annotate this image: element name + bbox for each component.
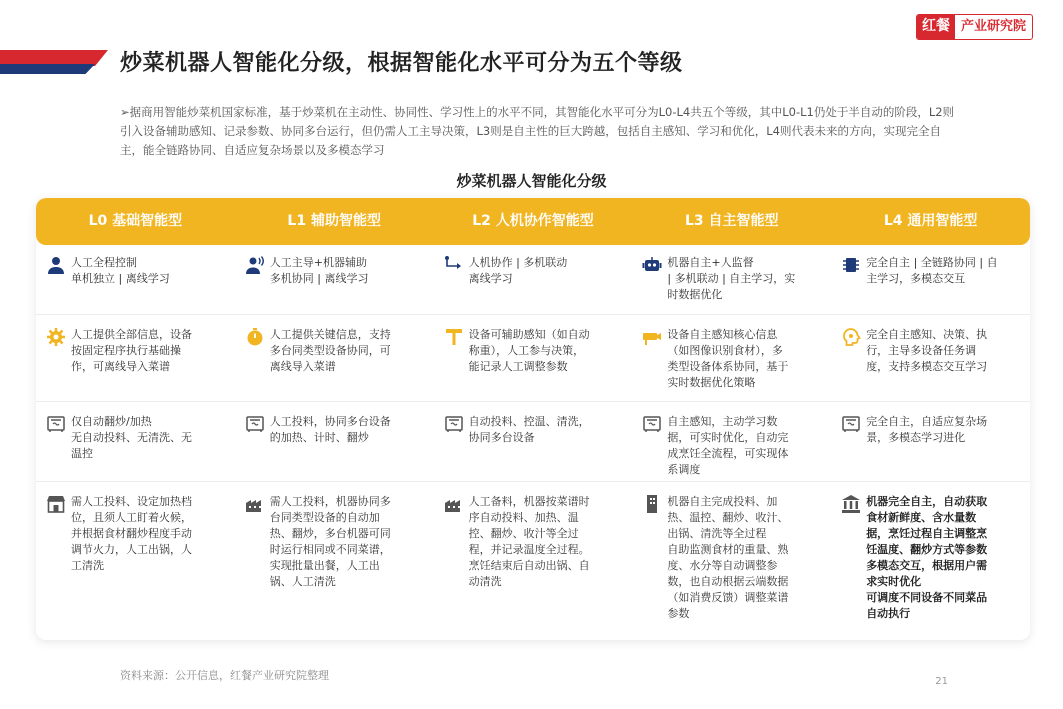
bank-icon	[841, 494, 861, 514]
stove-icon	[841, 414, 861, 434]
cell-text: 完全自主 | 全链路协同 | 自 主学习，多模态交互	[866, 256, 998, 285]
brain-icon	[841, 327, 861, 347]
table-cell	[434, 245, 633, 314]
cell-text: 人工投料，协同多台设备 的加热、计时、翻炒	[269, 415, 391, 444]
stove-icon	[245, 414, 265, 434]
page-title: 炒菜机器人智能化分级，根据智能化水平可分为五个等级	[120, 51, 683, 76]
table-cell	[632, 245, 831, 314]
brand-logo	[916, 14, 1033, 40]
robot-icon	[642, 255, 662, 275]
network-arrow-icon	[444, 255, 464, 275]
building-icon	[642, 494, 662, 514]
camera-icon	[642, 327, 662, 347]
table-cell	[235, 402, 434, 481]
header-l2: L2 人机协作智能型	[472, 213, 594, 229]
title-decoration-red	[0, 50, 108, 66]
gear-icon	[46, 327, 66, 347]
cell-text: 仅自动翻炒/加热 无自动投料、无清洗、无 温控	[71, 415, 192, 460]
person-icon	[46, 255, 66, 275]
table-row	[36, 402, 1030, 482]
table-cell	[831, 402, 1030, 481]
timer-icon	[245, 327, 265, 347]
cell-text: 完全自主，自适应复杂场 景，多模态学习进化	[866, 415, 988, 444]
table-row	[36, 245, 1030, 315]
stove-icon	[444, 414, 464, 434]
table-cell	[434, 315, 633, 401]
table-cell	[434, 482, 633, 639]
cell-text: 人工提供关键信息，支持 多台同类型设备协同，可 离线导入菜谱	[269, 328, 391, 373]
cell-text: 自动投料、控温、清洗， 协同多台设备	[468, 415, 590, 444]
cell-text: 人工全程控制 单机独立 | 离线学习	[71, 256, 170, 285]
stove-icon	[642, 414, 662, 434]
logo-org: 产业研究院	[960, 19, 1026, 34]
cell-text: 机器完全自主，自动获取 食材新鲜度、含水量数 据，烹饪过程自主调整烹 饪温度、翻炒方式等参数 多模态交互，根据用户需 求实时优化 可调度不同设备不同菜品 自动执行	[866, 495, 988, 620]
page-number: 21	[935, 676, 948, 687]
table-cell	[235, 315, 434, 401]
cell-text: 人机协作 | 多机联动 离线学习	[468, 256, 568, 285]
factory-icon	[444, 494, 464, 514]
table-cell	[632, 315, 831, 401]
table-row	[36, 482, 1030, 639]
cell-text: 需人工投料，机器协同多 台同类型设备的自动加 热、翻炒，多台机器可同 时运行相同或不同菜谱， 实现批量出餐，人工出 锅、人工清洗	[269, 495, 391, 588]
title-decoration-navy	[0, 64, 95, 74]
cell-text: 设备自主感知核心信息 （如图像识别食材），多 类型设备体系协同，基于 实时数据优化策略	[667, 328, 789, 389]
table-header	[36, 198, 1030, 245]
table-cell	[632, 482, 831, 639]
table-body	[36, 245, 1030, 639]
header-l3: L3 自主智能型	[685, 213, 779, 229]
cell-text: 设备可辅助感知（如自动 称重），人工参与决策， 能记录人工调整参数	[468, 328, 590, 373]
cell-text: 自主感知，主动学习数 据，可实时优化，自动完 成烹饪全流程，可实现体 系调度	[667, 415, 789, 476]
table-cell	[632, 402, 831, 481]
table-cell	[36, 402, 235, 481]
header-l1: L1 辅助智能型	[287, 213, 381, 229]
cell-text: 人工提供全部信息，设备 按固定程序执行基础操 作，可离线导入菜谱	[71, 328, 192, 373]
cell-text: 需人工投料、设定加热档 位，且须人工盯着火候， 并根据食材翻炒程度手动 调节火力，人工出锅，人 工清洗	[71, 495, 192, 572]
cell-text: 人工主导+机器辅助 多机协同 | 离线学习	[269, 256, 369, 285]
logo-brand: 红餐	[917, 15, 955, 39]
factory-icon	[245, 494, 265, 514]
cell-text: 机器自主+人监督 | 多机联动 | 自主学习，实 时数据优化	[667, 256, 796, 301]
table-cell	[831, 245, 1030, 314]
table-cell	[831, 315, 1030, 401]
table-cell	[831, 482, 1030, 639]
header-l0: L0 基础智能型	[88, 213, 183, 229]
intro-paragraph: ➢据商用智能炒菜机国家标准，基于炒菜机在主动性、协同性、学习性上的水平不同，其智能化水平可分为L0-L4共五个等级，其中L0-L1仍处于半自动的阶段，L2则引入设备辅助感知、记录参数、协同多台运行，但仍需人工主导决策，L3则是自主性的巨大跨越，包括自主感知、学习和优化，L4则代表未来的方向，实现完全自主，能全链路协同、自适应复杂场景以及多模态学习	[120, 105, 955, 157]
table-cell	[36, 245, 235, 314]
table-title: 炒菜机器人智能化分级	[456, 172, 607, 190]
table-row	[36, 315, 1030, 402]
header-l4: L4 通用智能型	[883, 213, 978, 229]
cell-text: 完全自主感知、决策、执 行，主导多设备任务调 度，支持多模态交互学习	[866, 328, 988, 373]
stove-icon	[46, 414, 66, 434]
chip-icon	[841, 255, 861, 275]
store-icon	[46, 494, 66, 514]
title-decoration	[0, 50, 110, 76]
table-cell	[36, 482, 235, 639]
table-cell	[235, 482, 434, 639]
table-cell	[36, 315, 235, 401]
tool-icon	[444, 327, 464, 347]
table-cell	[235, 245, 434, 314]
source-note: 资料来源：公开信息，红餐产业研究院整理	[120, 669, 329, 682]
table-cell	[434, 402, 633, 481]
person-voice-icon	[245, 255, 265, 275]
cell-text: 人工备料，机器按菜谱时 序自动投料、加热、温 控、翻炒、收汁等全过 程，并记录温度全过程。 烹饪结束后自动出锅、自 动清洗	[468, 495, 590, 588]
cell-text: 机器自主完成投料、加 热、温控、翻炒、收汁、 出锅、清洗等全过程 自助监测食材的重量、熟 度、水分等自动调整参 数，也自动根据云端数据 （如消费反馈）调整菜谱 参数	[667, 495, 789, 620]
level-table	[36, 198, 1030, 640]
